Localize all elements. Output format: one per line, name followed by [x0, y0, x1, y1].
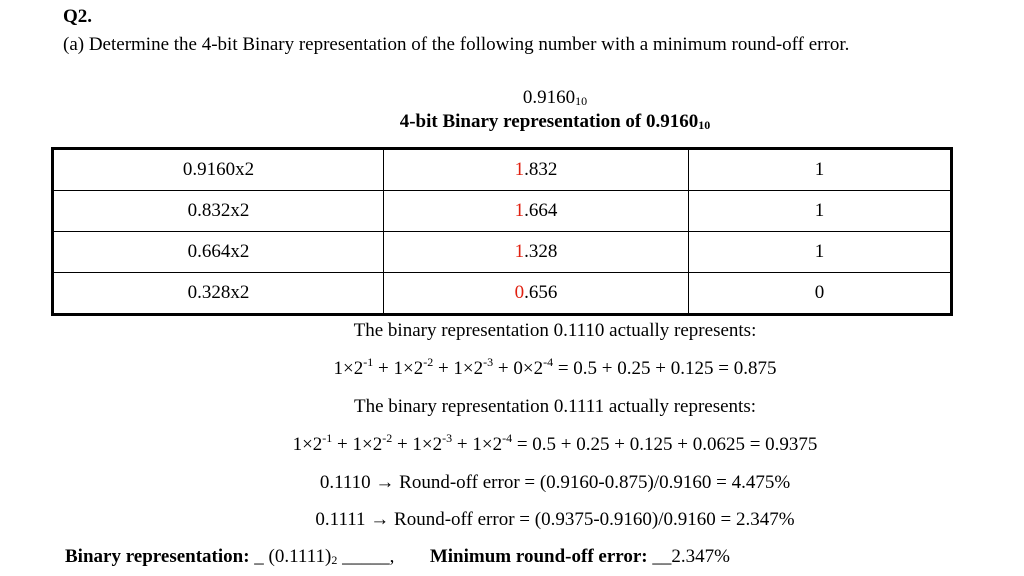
min-error-value: 2.347% [671, 546, 730, 567]
term-exponent: -2 [423, 355, 434, 369]
table-row [53, 149, 952, 191]
fraction-part: .832 [524, 159, 558, 180]
product-cell [383, 232, 688, 273]
binary-representation-base: 2 [331, 553, 338, 567]
term-coefficient: + 1×2 [332, 434, 383, 455]
term-coefficient: 1×2 [333, 358, 364, 379]
bit-cell: 1 [688, 232, 951, 273]
binary-blank-pre: _ [249, 546, 269, 567]
explanation-line-3: The binary representation 0.1111 actually represents: [353, 396, 756, 417]
product-cell [383, 149, 688, 191]
term-coefficient: + 1×2 [392, 434, 443, 455]
explanation-line-5: 0.1110 → Round-off error = (0.9160-0.875)/0.9160 = 4.475% [319, 472, 791, 493]
table-title-base: 10 [698, 118, 711, 132]
integer-part: 1 [514, 241, 525, 262]
integer-part: 0 [514, 282, 525, 303]
integer-part: 1 [514, 200, 525, 221]
operation-cell: 0.664x2 [53, 232, 384, 273]
question-label: Q2. [63, 6, 93, 27]
term-exponent: -2 [382, 431, 393, 445]
explanation-line-2 [0, 355, 1024, 380]
term-exponent: -4 [543, 355, 554, 369]
operation-cell: 0.9160x2 [53, 149, 384, 191]
series-result: = 0.5 + 0.25 + 0.125 = 0.875 [553, 358, 777, 379]
explanation-line-4 [0, 431, 1024, 456]
operation-cell: 0.328x2 [53, 273, 384, 315]
answer-line [65, 546, 730, 568]
explanation-line-1: The binary representation 0.1110 actually represents: [353, 320, 757, 341]
term-exponent: -3 [483, 355, 494, 369]
min-error-blank: __ [647, 546, 672, 567]
table-title [0, 111, 1024, 133]
operation-cell: 0.832x2 [53, 191, 384, 232]
given-number-value: 0.9160 [522, 87, 576, 108]
question-text: (a) Determine the 4-bit Binary representation of the following number with a minimum round-off error. [63, 34, 850, 55]
fraction-part: .328 [524, 241, 558, 262]
series-result: = 0.5 + 0.25 + 0.125 + 0.0625 = 0.9375 [512, 434, 818, 455]
term-exponent: -3 [442, 431, 453, 445]
table-row [53, 232, 952, 273]
table-row [53, 273, 952, 315]
given-number-base: 10 [575, 94, 588, 108]
given-number [0, 87, 1024, 109]
term-coefficient: + 1×2 [433, 358, 484, 379]
conversion-table [51, 147, 953, 316]
binary-representation-value: (0.1111) [268, 546, 332, 567]
explanation-line-6: 0.1111 → Round-off error = (0.9375-0.9160)/0.9160 = 2.347% [315, 509, 795, 530]
min-error-label: Minimum round-off error: [429, 546, 648, 567]
term-coefficient: 1×2 [292, 434, 323, 455]
term-exponent: -4 [502, 431, 513, 445]
binary-representation-label: Binary representation: [65, 546, 250, 567]
product-cell [383, 191, 688, 232]
term-exponent: -1 [322, 431, 333, 445]
integer-part: 1 [514, 159, 525, 180]
table-row [53, 191, 952, 232]
bit-cell: 1 [688, 149, 951, 191]
binary-blank-post: _____, [337, 546, 395, 567]
term-exponent: -1 [363, 355, 374, 369]
table-title-text: 4-bit Binary representation of 0.9160 [399, 111, 699, 132]
fraction-part: .656 [524, 282, 558, 303]
term-coefficient: + 0×2 [493, 358, 544, 379]
bit-cell: 1 [688, 191, 951, 232]
term-coefficient: + 1×2 [373, 358, 424, 379]
term-coefficient: + 1×2 [452, 434, 503, 455]
fraction-part: .664 [524, 200, 558, 221]
bit-cell: 0 [688, 273, 951, 315]
product-cell [383, 273, 688, 315]
